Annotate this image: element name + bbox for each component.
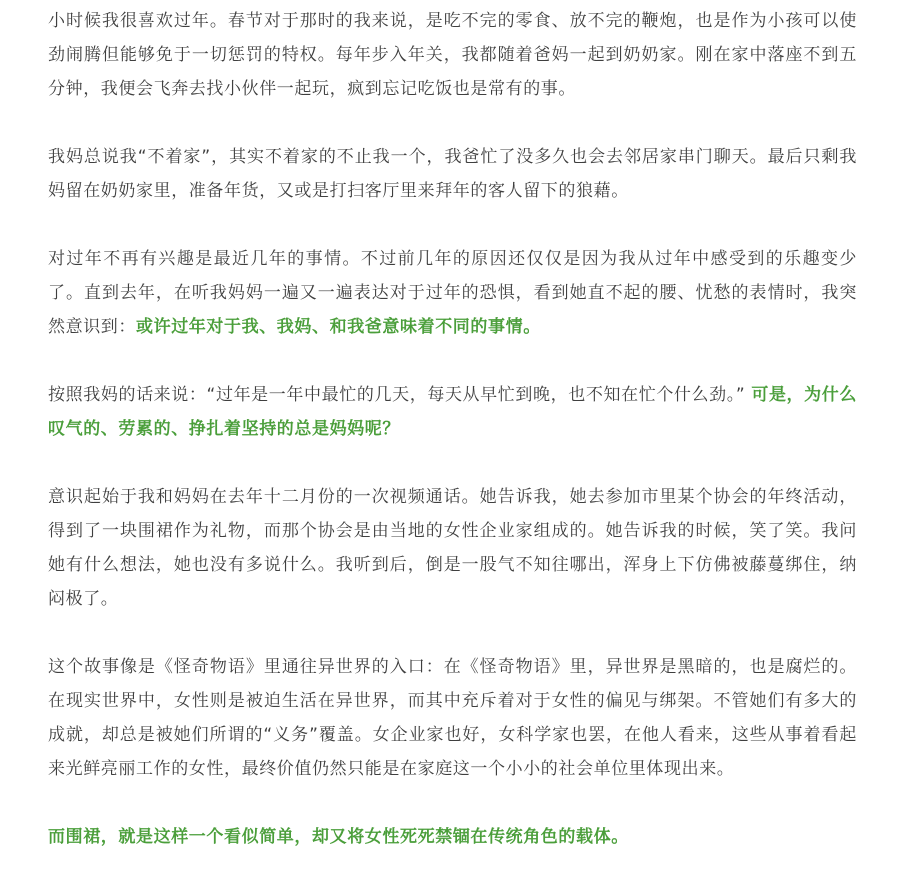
paragraph-4-highlight: 可是，为什么叹气的、劳累的、挣扎着坚持的总是妈妈呢？: [48, 385, 858, 439]
paragraph-3: [48, 242, 857, 344]
paragraph-5-text: 意识起始于我和妈妈在去年十二月份的一次视频通话。她告诉我，她去参加市里某个协会的年终活动，得到了一块围裙作为礼物，而那个协会是由当地的女性企业家组成的。她告诉我的时候，笑了笑。我问她有什么想法，她也没有多说什么。我听到后，倒是一股气不知往哪出，浑身上下仿佛被藤蔓绑住，纳闷极了。: [48, 487, 857, 609]
paragraph-6: [48, 650, 857, 786]
paragraph-6-text: 这个故事像是《怪奇物语》里通往异世界的入口：在《怪奇物语》里，异世界是黑暗的，也是腐烂的。在现实世界中，女性则是被迫生活在异世界，而其中充斥着对于女性的偏见与绑架。不管她们有多大的成就，却总是被她们所谓的“义务”覆盖。女企业家也好，女科学家也罢，在他人看来，这些从事着看起来光鲜亮丽工作的女性，最终价值仍然只能是在家庭这一个小小的社会单位里体现出来。: [48, 657, 857, 779]
paragraph-2-text: 我妈总说我“不着家”，其实不着家的不止我一个，我爸忙了没多久也会去邻居家串门聊天。最后只剩我妈留在奶奶家里，准备年货，又或是打扫客厅里来拜年的客人留下的狼藉。: [48, 147, 857, 201]
paragraph-7-conclusion: [48, 820, 857, 854]
paragraph-2: [48, 140, 857, 208]
paragraph-7-highlight: 而围裙，就是这样一个看似简单，却又将女性死死禁锢在传统角色的载体。: [48, 827, 629, 847]
paragraph-3-highlight: 或许过年对于我、我妈、和我爸意味着不同的事情。: [136, 317, 541, 337]
paragraph-4-text: 按照我妈的话来说：“过年是一年中最忙的几天，每天从早忙到晚，也不知在忙个什么劲。”: [48, 385, 752, 405]
paragraph-4: [48, 378, 857, 446]
paragraph-1: [48, 0, 857, 106]
paragraph-1-text: 小时候我很喜欢过年。春节对于那时的我来说，是吃不完的零食、放不完的鞭炮，也是作为小孩可以使劲闹腾但能够免于一切惩罚的特权。每年步入年关，我都随着爸妈一起到奶奶家。刚在家中落座不到五分钟，我便会飞奔去找小伙伴一起玩，疯到忘记吃饭也是常有的事。: [48, 11, 857, 99]
paragraph-3-text: 对过年不再有兴趣是最近几年的事情。不过前几年的原因还仅仅是因为我从过年中感受到的乐趣变少了。直到去年，在听我妈妈一遍又一遍表达对于过年的恐惧，看到她直不起的腰、忧愁的表情时，我突然意识到：: [48, 249, 857, 337]
paragraph-5: [48, 480, 857, 616]
